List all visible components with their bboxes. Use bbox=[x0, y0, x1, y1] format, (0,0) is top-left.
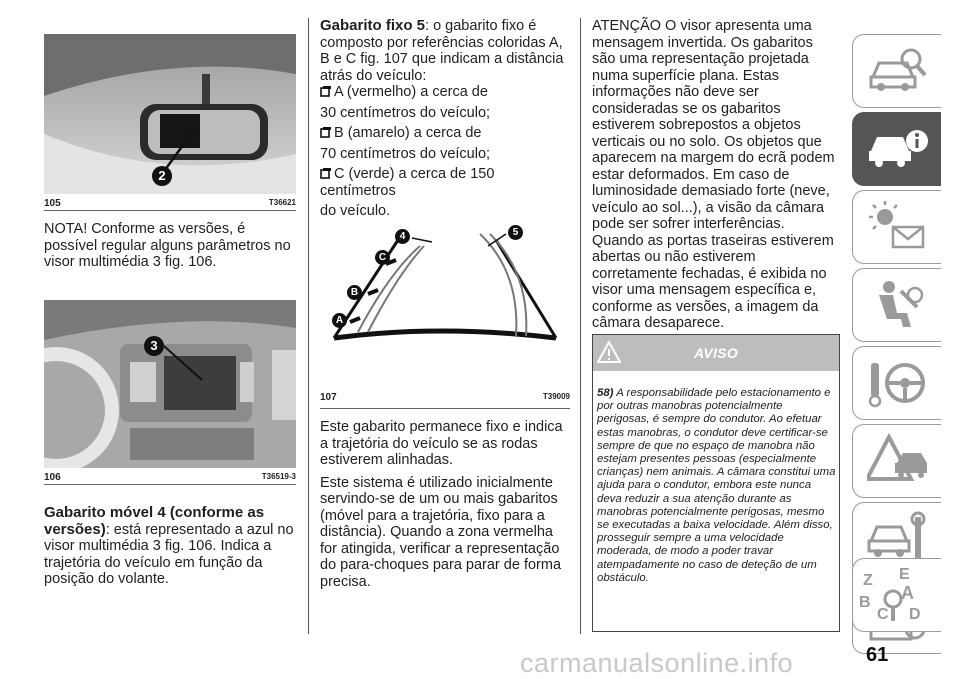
bullet-a-line2: 30 centímetros do veículo; bbox=[320, 104, 491, 121]
index-letter-c: C bbox=[877, 606, 889, 623]
parking-guides-diagram bbox=[320, 212, 570, 390]
note-paragraph bbox=[44, 221, 296, 277]
tab-car-breakdown[interactable] bbox=[852, 424, 941, 498]
bullet-b-line1: B (amarelo) a cerca de bbox=[334, 125, 482, 141]
car-info-icon bbox=[867, 121, 929, 177]
figure-number: 105 bbox=[44, 198, 61, 209]
car-search-icon bbox=[867, 43, 929, 99]
tab-car-info[interactable] bbox=[852, 112, 941, 186]
label-4: 4 bbox=[395, 229, 410, 244]
attention-paragraph bbox=[592, 18, 840, 338]
label-a: A bbox=[332, 313, 347, 328]
bullet-c-line2: do veículo. bbox=[320, 203, 391, 219]
dashboard-display-photo bbox=[44, 300, 296, 468]
callout-3: 3 bbox=[144, 336, 164, 356]
warning-lights-icon bbox=[867, 199, 929, 255]
figure-number: 107 bbox=[320, 392, 337, 403]
para-system-use: Este sistema é utilizado inicialmente servindo-se de um ou mais gabaritos (móvel para a trajetória, fixo para a distância). Quando a zona vermelha for atingida, verificar a representação do para-choques para parar de forma precisa. bbox=[320, 474, 562, 590]
figure-code: T39009 bbox=[542, 392, 570, 401]
fixed-guide-paragraph bbox=[320, 18, 570, 220]
label-5: 5 bbox=[508, 225, 523, 240]
warning-text: A responsabilidade pelo estacionamento e por outras manobras potencialmente perigosas, é sempre do condutor. Ao efetuar estas manobras, o condutor deve certificar-se sempre de que no espaço de manobra não estejam presentes pessoas (especialmente crianças) nem animais. A câmara constitui uma ajuda para o condutor, embora este nunca deva reduzir a sua atenção durante as manobras potencialmente perigosas, mesmo se executadas a baixa velocidade. Além disso, prosseguir sempre a uma velocidade moderada, de modo a poder travar atempadamente no caso de deteção de um obstáculo. bbox=[597, 387, 836, 584]
bullet-b bbox=[320, 125, 570, 142]
column-divider bbox=[580, 18, 581, 634]
figure-107 bbox=[320, 212, 570, 409]
figure-number: 106 bbox=[44, 472, 61, 483]
moving-guide-title: Gabarito móvel 4 (conforme as versões) bbox=[44, 504, 265, 538]
tab-car-search[interactable] bbox=[852, 34, 941, 108]
figure-105 bbox=[44, 34, 296, 211]
callout-2: 2 bbox=[152, 166, 172, 186]
bullet-c bbox=[320, 166, 570, 199]
warning-body bbox=[597, 387, 837, 585]
moving-guide-text: : está representado a azul no visor multimédia 3 fig. 106. Indica a trajetória do veículo em função da posição do volante. bbox=[44, 521, 294, 587]
bullet-a bbox=[320, 84, 570, 101]
airbag-seat-icon bbox=[867, 277, 929, 333]
label-c: C bbox=[375, 250, 390, 265]
warning-title: AVISO bbox=[693, 345, 739, 361]
label-b: B bbox=[347, 285, 362, 300]
attention-text: ATENÇÃO O visor apresenta uma mensagem invertida. Os gabaritos são uma representação projetada numa superfície plana. Estas informações não deve ser consideradas se os gabaritos estiverem sobrepostos a objetos verticais ou no solo. Os objetos que aparecem na margem do ecrã podem estar deformados. Em caso de luminosidade demasiado forte (neve, veículo ao sol...), a visão da câmara pode ser sofrer interferências. Quando as portas traseiras estiverem abertas ou não estiverem corretamente fechadas, é exibida no visor uma mensagem específica e, conforme as versões, a imagem da câmara desaparece. bbox=[592, 18, 835, 331]
watermark: carmanualsonline.info bbox=[520, 648, 794, 678]
tab-warning-lights[interactable] bbox=[852, 190, 941, 264]
warning-header bbox=[593, 335, 839, 371]
bullet-c-line1: C (verde) a cerca de 150 centímetros bbox=[320, 166, 495, 199]
fixed-guide-title: Gabarito fixo 5 bbox=[320, 17, 426, 34]
figure-code: T36519-3 bbox=[261, 472, 296, 481]
figure-106 bbox=[44, 300, 296, 485]
page-number: 61 bbox=[866, 644, 889, 666]
index-letter-a: A bbox=[901, 583, 914, 603]
bullet-a-line1: A (vermelho) a cerca de bbox=[334, 84, 488, 100]
key-steering-wheel-icon bbox=[867, 355, 929, 411]
fixed-guide-explanation bbox=[320, 419, 570, 596]
index-letter-b: B bbox=[859, 594, 871, 611]
figure-code: T36621 bbox=[268, 198, 296, 207]
car-breakdown-icon bbox=[867, 433, 929, 489]
note-text: NOTA! Conforme as versões, é possível regular alguns parâmetros no visor multimédia 3 fig. 106. bbox=[44, 221, 291, 270]
index-letter-e: E bbox=[899, 566, 910, 583]
tab-alphabetical-index[interactable] bbox=[852, 558, 941, 632]
fixed-guide-text: : o gabarito fixo é composto por referências coloridas A, B e C fig. 107 que indicam a distância atrás do veículo: bbox=[320, 18, 564, 84]
index-letter-d: D bbox=[909, 606, 921, 623]
bullet-icon bbox=[320, 86, 331, 97]
index-letter-z: Z bbox=[863, 572, 873, 589]
bullet-b-line2: 70 centímetros do veículo; bbox=[320, 145, 491, 162]
para-fixed-trajectory: Este gabarito permanece fixo e indica a trajetória do veículo se as rodas estiverem alinhadas. bbox=[320, 419, 563, 468]
tab-airbag-seat[interactable] bbox=[852, 268, 941, 342]
warning-box bbox=[592, 334, 840, 632]
column-divider bbox=[308, 18, 309, 634]
bullet-icon bbox=[320, 168, 331, 179]
alphabetical-index-icon bbox=[859, 563, 923, 623]
tab-key-steering[interactable] bbox=[852, 346, 941, 420]
rearview-mirror-photo bbox=[44, 34, 296, 194]
moving-guide-paragraph bbox=[44, 505, 296, 594]
warning-ref: 58) bbox=[597, 387, 614, 399]
bullet-icon bbox=[320, 127, 331, 138]
